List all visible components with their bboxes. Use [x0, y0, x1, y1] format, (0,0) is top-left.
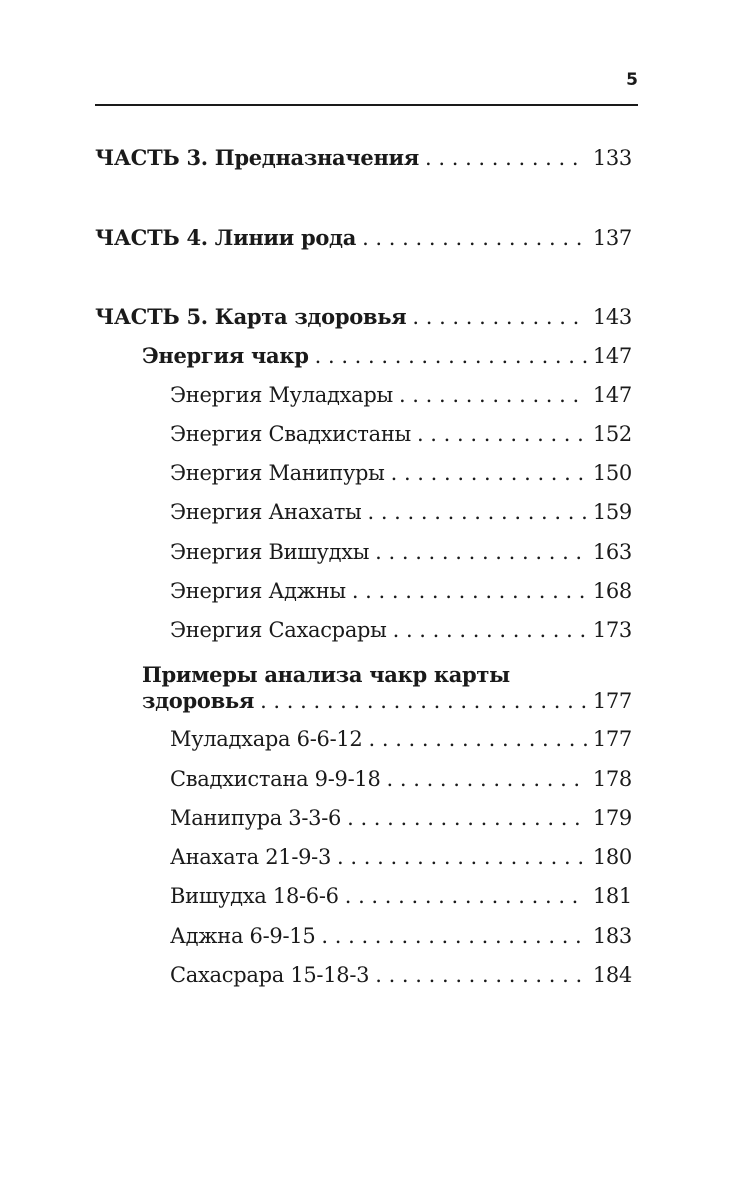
leader-dots [260, 689, 587, 713]
leader-dots [391, 461, 587, 485]
leader-dots [345, 884, 587, 908]
toc-label: ЧАСТЬ 5. Карта здоровья [95, 304, 407, 329]
toc-page: 147 [592, 344, 632, 368]
leader-dots [417, 422, 587, 446]
toc-page: 143 [592, 305, 632, 329]
toc-entry-ajna-example[interactable] [170, 924, 632, 948]
toc-label: Энергия чакр [142, 343, 309, 368]
toc-page: 183 [592, 924, 632, 948]
toc-entry-part-3[interactable] [95, 145, 632, 170]
leader-dots [362, 226, 587, 250]
toc-page: 177 [592, 689, 632, 713]
toc-label: Муладхара 6-6-12 [170, 727, 363, 751]
leader-dots [393, 618, 587, 642]
toc-label: ЧАСТЬ 4. Линии рода [95, 225, 357, 250]
toc-page: 133 [592, 146, 632, 170]
toc-page: 147 [592, 383, 632, 407]
toc-label: Энергия Вишудхы [170, 540, 370, 564]
toc-label: Энергия Аджны [170, 579, 346, 603]
toc-entry-svadhisthana-example[interactable] [170, 767, 632, 791]
toc-page: 168 [592, 579, 632, 603]
toc-entry-manipura-example[interactable] [170, 806, 632, 830]
toc-entry-part-5[interactable] [95, 304, 632, 329]
toc-label: Энергия Анахаты [170, 500, 362, 524]
toc-label: Анахата 21-9-3 [170, 845, 332, 869]
leader-dots [352, 579, 587, 603]
toc-label: Сахасрара 15-18-3 [170, 963, 370, 987]
toc-page: 152 [592, 422, 632, 446]
toc-page: 184 [592, 963, 632, 987]
toc-entry-vishuddha-example[interactable] [170, 884, 632, 908]
toc-label: Свадхистана 9-9-18 [170, 767, 381, 791]
toc-page: 179 [592, 806, 632, 830]
toc-entry-chakra-energy[interactable] [142, 343, 632, 368]
leader-dots [337, 845, 587, 869]
toc-page: 159 [592, 500, 632, 524]
toc-entry-anahata-example[interactable] [170, 845, 632, 869]
toc-label: Вишудха 18-6-6 [170, 884, 339, 908]
toc-label: Манипура 3-3-6 [170, 806, 342, 830]
toc-entry-sahasrara-example[interactable] [170, 963, 632, 987]
toc-label: Энергия Свадхистаны [170, 422, 411, 446]
toc-entry-part-4[interactable] [95, 225, 632, 250]
toc-entry-muladhara-example[interactable] [170, 727, 632, 751]
leader-dots [412, 305, 586, 329]
toc-label: Энергия Сахасрары [170, 618, 387, 642]
leader-dots [375, 540, 587, 564]
leader-dots [367, 500, 586, 524]
leader-dots [369, 727, 587, 751]
page-number: 5 [626, 70, 638, 90]
leader-dots [347, 806, 587, 830]
toc-entry-vishuddha[interactable] [170, 540, 632, 564]
toc-label: Энергия Манипуры [170, 461, 385, 485]
toc-page: 137 [592, 226, 632, 250]
toc-page: 163 [592, 540, 632, 564]
toc-label: Энергия Муладхары [170, 383, 393, 407]
toc-entry-anahata[interactable] [170, 500, 632, 524]
toc-label: Аджна 6-9-15 [170, 924, 316, 948]
toc-page: 173 [592, 618, 632, 642]
toc-page: 180 [592, 845, 632, 869]
toc-label: ЧАСТЬ 3. Предназначения [95, 145, 420, 170]
header-rule [95, 104, 638, 106]
toc-entry-ajna[interactable] [170, 579, 632, 603]
toc-entry-svadhisthana[interactable] [170, 422, 632, 446]
leader-dots [315, 344, 587, 368]
toc-page: 177 [592, 727, 632, 751]
toc-entry-manipura[interactable] [170, 461, 632, 485]
toc-label-line2: здоровья [142, 688, 255, 713]
toc-entry-muladhara[interactable] [170, 383, 632, 407]
toc-page: 178 [592, 767, 632, 791]
toc-page: 181 [592, 884, 632, 908]
leader-dots [321, 924, 586, 948]
leader-dots [387, 767, 587, 791]
leader-dots [399, 383, 587, 407]
toc-entry-sahasrara[interactable] [170, 618, 632, 642]
toc-label-line1: Примеры анализа чакр карты [142, 662, 510, 687]
leader-dots [375, 963, 587, 987]
leader-dots [425, 146, 587, 170]
toc-page: 150 [592, 461, 632, 485]
